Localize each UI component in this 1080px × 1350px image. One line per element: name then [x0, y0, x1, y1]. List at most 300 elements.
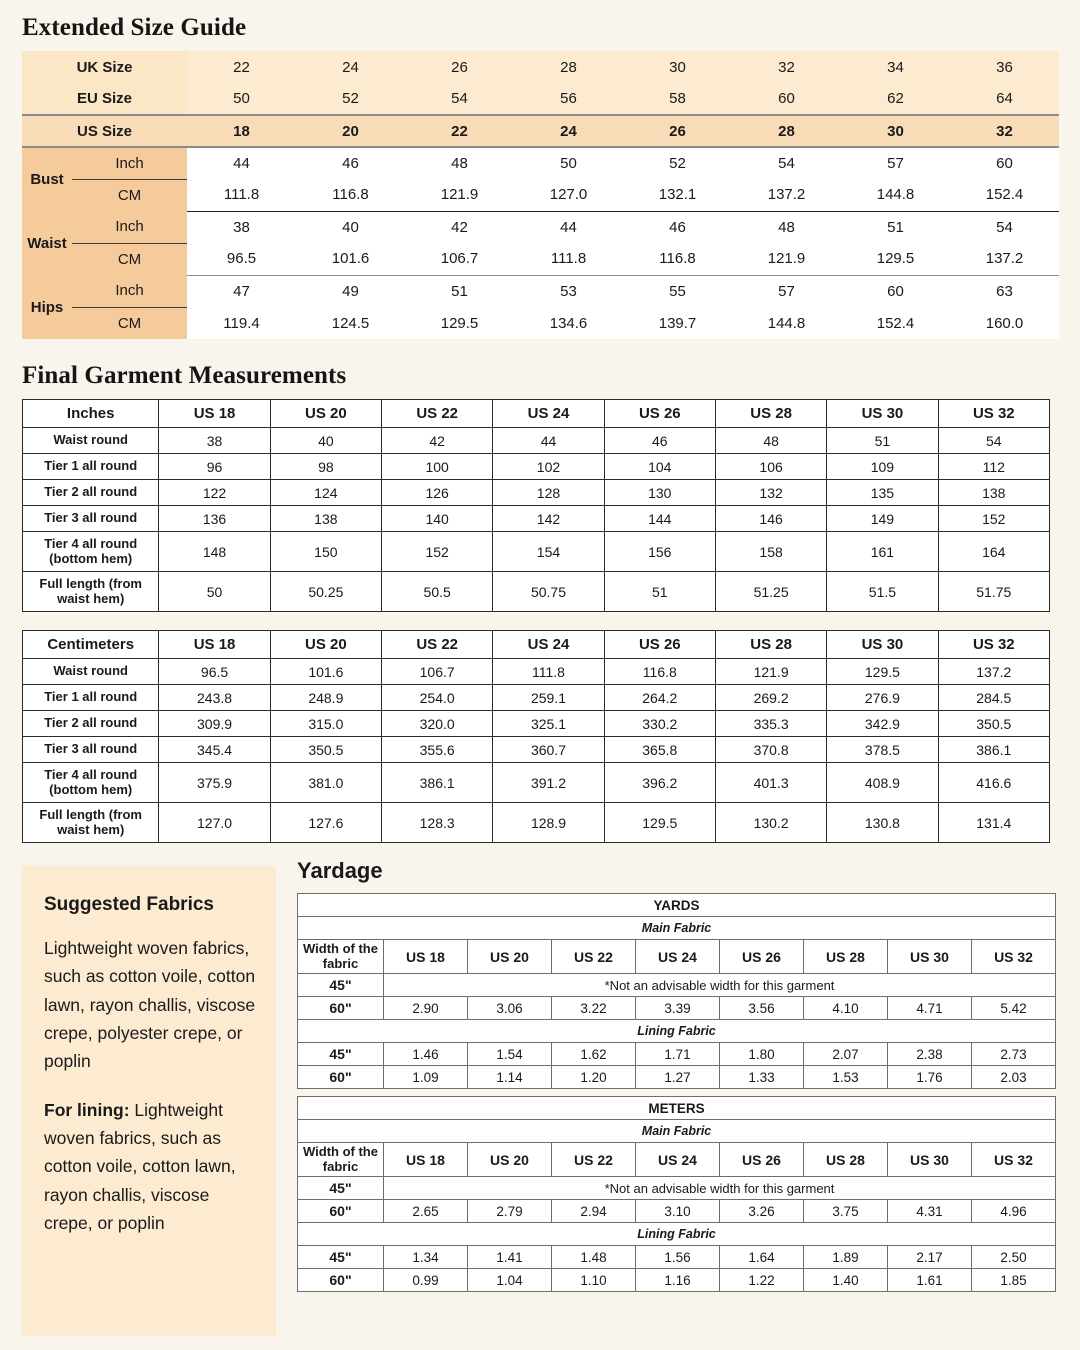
- lining-fabric-label: Lining Fabric: [298, 1223, 1056, 1246]
- cell: 365.8: [604, 737, 715, 763]
- hips-cm-cell: 160.0: [950, 307, 1059, 339]
- waist-inch-cell: 38: [187, 211, 296, 243]
- cell: 416.6: [938, 763, 1049, 803]
- corner-label-centimeters: Centimeters: [23, 631, 159, 659]
- size-header: US 20: [270, 631, 381, 659]
- lining-text: Lightweight woven fabrics, such as cotton voile, cotton lawn, rayon challis, viscose crepe, or poplin: [44, 1099, 236, 1234]
- waist-inch-row: [22, 211, 1059, 243]
- main-fabric-banner-row: [298, 1120, 1056, 1143]
- hips-cm-cell: 124.5: [296, 307, 405, 339]
- cell: 350.5: [938, 711, 1049, 737]
- cell: 38: [159, 428, 270, 454]
- us-size-cell: 18: [187, 115, 296, 147]
- cell: 3.10: [636, 1200, 720, 1223]
- eu-size-cell: 58: [623, 83, 732, 115]
- cell: 146: [715, 506, 826, 532]
- size-header: US 20: [270, 400, 381, 428]
- size-header: US 22: [382, 400, 493, 428]
- cell: 1.53: [804, 1066, 888, 1089]
- cell: 142: [493, 506, 604, 532]
- cell: 243.8: [159, 685, 270, 711]
- cell: 3.75: [804, 1200, 888, 1223]
- eu-size-cell: 60: [732, 83, 841, 115]
- cell: 335.3: [715, 711, 826, 737]
- table-row: [298, 1200, 1056, 1223]
- cell: 48: [715, 428, 826, 454]
- waist-cm-cell: 106.7: [405, 243, 514, 275]
- cell: 320.0: [382, 711, 493, 737]
- cell: 128: [493, 480, 604, 506]
- waist-cm-cell: 116.8: [623, 243, 732, 275]
- unit-banner-row: [298, 894, 1056, 917]
- row-label: Full length (from waist hem): [23, 803, 159, 843]
- table-row: [298, 997, 1056, 1020]
- cell: 137.2: [938, 659, 1049, 685]
- unit-label-inch: Inch: [72, 147, 187, 179]
- cell: 138: [938, 480, 1049, 506]
- cell: 1.22: [720, 1269, 804, 1292]
- cell: 101.6: [270, 659, 381, 685]
- cell: 130: [604, 480, 715, 506]
- cell: 3.39: [636, 997, 720, 1020]
- cell: 138: [270, 506, 381, 532]
- cell: 330.2: [604, 711, 715, 737]
- cell: 161: [827, 532, 938, 572]
- table-row: [298, 1177, 1056, 1200]
- size-header: US 20: [468, 1143, 552, 1177]
- main-fabric-label: Main Fabric: [298, 1120, 1056, 1143]
- cell: 375.9: [159, 763, 270, 803]
- cell: 127.0: [159, 803, 270, 843]
- measure-group-label: Bust: [22, 147, 72, 211]
- hips-inch-cell: 63: [950, 275, 1059, 307]
- hips-inch-cell: 55: [623, 275, 732, 307]
- cell: 129.5: [827, 659, 938, 685]
- table-row: [23, 532, 1050, 572]
- cell: 50.75: [493, 572, 604, 612]
- eu-size-cell: 62: [841, 83, 950, 115]
- cell: 1.76: [888, 1066, 972, 1089]
- main-fabric-banner-row: [298, 917, 1056, 940]
- cell: 164: [938, 532, 1049, 572]
- waist-cm-cell: 96.5: [187, 243, 296, 275]
- lining-label: For lining:: [44, 1099, 130, 1120]
- table-row: [23, 659, 1050, 685]
- table-header-row: [23, 631, 1050, 659]
- eu-size-cell: 50: [187, 83, 296, 115]
- row-label: Waist round: [23, 659, 159, 685]
- yardage-title: Yardage: [297, 858, 383, 883]
- width-label-45: 45": [298, 1043, 384, 1066]
- not-advisable-note: *Not an advisable width for this garment: [384, 974, 1056, 997]
- cell: 1.71: [636, 1043, 720, 1066]
- unit-banner-meters: METERS: [298, 1097, 1056, 1120]
- table-row: [23, 506, 1050, 532]
- cell: 386.1: [382, 763, 493, 803]
- cell: 50.5: [382, 572, 493, 612]
- waist-cm-cell: 111.8: [514, 243, 623, 275]
- cell: 1.46: [384, 1043, 468, 1066]
- cell: 1.10: [552, 1269, 636, 1292]
- eu-size-row: [22, 83, 1059, 115]
- uk-size-row: [22, 51, 1059, 83]
- cell: 1.40: [804, 1269, 888, 1292]
- cell: 129.5: [604, 803, 715, 843]
- cell: 121.9: [715, 659, 826, 685]
- cell: 40: [270, 428, 381, 454]
- us-size-row: [22, 115, 1059, 147]
- hips-cm-cell: 129.5: [405, 307, 514, 339]
- eu-size-cell: 64: [950, 83, 1059, 115]
- unit-banner-yards: YARDS: [298, 894, 1056, 917]
- measure-group-label: Hips: [22, 275, 72, 339]
- uk-size-cell: 26: [405, 51, 514, 83]
- cell: 2.17: [888, 1246, 972, 1269]
- cell: 345.4: [159, 737, 270, 763]
- cell: 269.2: [715, 685, 826, 711]
- size-header: US 22: [552, 1143, 636, 1177]
- yardage-meters-table: [297, 1096, 1056, 1292]
- cell: 1.41: [468, 1246, 552, 1269]
- cell: 144: [604, 506, 715, 532]
- cell: 116.8: [604, 659, 715, 685]
- table-row: [298, 1066, 1056, 1089]
- cell: 1.14: [468, 1066, 552, 1089]
- cell: 4.10: [804, 997, 888, 1020]
- size-header: US 20: [468, 940, 552, 974]
- row-label: Tier 4 all round (bottom hem): [23, 532, 159, 572]
- row-label: Waist round: [23, 428, 159, 454]
- size-header: US 18: [159, 631, 270, 659]
- bust-inch-cell: 46: [296, 147, 405, 179]
- waist-inch-cell: 46: [623, 211, 732, 243]
- table-row: [23, 454, 1050, 480]
- bust-cm-cell: 144.8: [841, 179, 950, 211]
- size-guide-table: [22, 51, 1059, 339]
- size-header: US 24: [493, 631, 604, 659]
- uk-size-cell: 22: [187, 51, 296, 83]
- cell: 2.73: [972, 1043, 1056, 1066]
- page-title: Extended Size Guide: [22, 14, 247, 41]
- cell: 50: [159, 572, 270, 612]
- cell: 5.42: [972, 997, 1056, 1020]
- hips-cm-cell: 152.4: [841, 307, 950, 339]
- cell: 104: [604, 454, 715, 480]
- size-header: US 18: [384, 940, 468, 974]
- row-label: Tier 3 all round: [23, 506, 159, 532]
- cell: 259.1: [493, 685, 604, 711]
- size-header: US 26: [604, 631, 715, 659]
- cell: 51.75: [938, 572, 1049, 612]
- cell: 46: [604, 428, 715, 454]
- waist-cm-cell: 137.2: [950, 243, 1059, 275]
- unit-label-cm: CM: [72, 179, 187, 211]
- cell: 401.3: [715, 763, 826, 803]
- cell: 152: [938, 506, 1049, 532]
- bust-cm-cell: 137.2: [732, 179, 841, 211]
- cell: 154: [493, 532, 604, 572]
- width-label-45: 45": [298, 1246, 384, 1269]
- size-header: US 24: [636, 1143, 720, 1177]
- cell: 124: [270, 480, 381, 506]
- table-row: [298, 974, 1056, 997]
- row-label: Tier 1 all round: [23, 454, 159, 480]
- cell: 1.04: [468, 1269, 552, 1292]
- cell: 2.38: [888, 1043, 972, 1066]
- cell: 111.8: [493, 659, 604, 685]
- cell: 325.1: [493, 711, 604, 737]
- suggested-fabrics-title: Suggested Fabrics: [44, 894, 214, 915]
- hips-cm-row: [22, 307, 1059, 339]
- us-size-cell: 28: [732, 115, 841, 147]
- cell: 126: [382, 480, 493, 506]
- cell: 149: [827, 506, 938, 532]
- cell: 1.89: [804, 1246, 888, 1269]
- table-header-row: [23, 400, 1050, 428]
- cell: 96.5: [159, 659, 270, 685]
- row-label: Tier 2 all round: [23, 711, 159, 737]
- waist-inch-cell: 44: [514, 211, 623, 243]
- not-advisable-note: *Not an advisable width for this garment: [384, 1177, 1056, 1200]
- cell: 2.90: [384, 997, 468, 1020]
- cell: 4.31: [888, 1200, 972, 1223]
- bust-inch-cell: 54: [732, 147, 841, 179]
- lining-fabric-banner-row: [298, 1223, 1056, 1246]
- uk-size-cell: 36: [950, 51, 1059, 83]
- hips-cm-cell: 134.6: [514, 307, 623, 339]
- cell: 51: [604, 572, 715, 612]
- table-row: [23, 763, 1050, 803]
- final-garment-measurements-section: [22, 362, 1056, 843]
- cell: 96: [159, 454, 270, 480]
- eu-size-cell: 52: [296, 83, 405, 115]
- row-label: Tier 1 all round: [23, 685, 159, 711]
- unit-label-cm: CM: [72, 307, 187, 339]
- cell: 44: [493, 428, 604, 454]
- yardage-yards-table: [297, 893, 1056, 1089]
- hips-inch-cell: 60: [841, 275, 950, 307]
- bust-cm-cell: 116.8: [296, 179, 405, 211]
- cell: 2.07: [804, 1043, 888, 1066]
- cell: 2.50: [972, 1246, 1056, 1269]
- bust-cm-cell: 121.9: [405, 179, 514, 211]
- uk-size-cell: 32: [732, 51, 841, 83]
- size-header: US 30: [888, 940, 972, 974]
- cell: 140: [382, 506, 493, 532]
- table-row: [23, 480, 1050, 506]
- cell: 408.9: [827, 763, 938, 803]
- table-row: [23, 711, 1050, 737]
- cell: 136: [159, 506, 270, 532]
- cell: 0.99: [384, 1269, 468, 1292]
- cell: 158: [715, 532, 826, 572]
- size-header: US 26: [720, 1143, 804, 1177]
- cell: 51: [827, 428, 938, 454]
- eu-size-cell: 56: [514, 83, 623, 115]
- bust-inch-cell: 44: [187, 147, 296, 179]
- cell: 54: [938, 428, 1049, 454]
- size-header: US 26: [604, 400, 715, 428]
- cell: 1.09: [384, 1066, 468, 1089]
- cell: 1.34: [384, 1246, 468, 1269]
- cell: 156: [604, 532, 715, 572]
- cell: 1.62: [552, 1043, 636, 1066]
- width-label-60: 60": [298, 1269, 384, 1292]
- hips-inch-cell: 49: [296, 275, 405, 307]
- lining-fabric-banner-row: [298, 1020, 1056, 1043]
- us-size-cell: 24: [514, 115, 623, 147]
- table-row: [23, 572, 1050, 612]
- cell: 51.5: [827, 572, 938, 612]
- cell: 109: [827, 454, 938, 480]
- us-size-label: US Size: [22, 115, 187, 147]
- cell: 106.7: [382, 659, 493, 685]
- waist-cm-row: [22, 243, 1059, 275]
- unit-label-cm: CM: [72, 243, 187, 275]
- size-header: US 30: [827, 400, 938, 428]
- cell: 98: [270, 454, 381, 480]
- cell: 128.3: [382, 803, 493, 843]
- unit-banner-row: [298, 1097, 1056, 1120]
- bust-cm-cell: 127.0: [514, 179, 623, 211]
- table-row: [23, 685, 1050, 711]
- cell: 3.06: [468, 997, 552, 1020]
- cell: 3.56: [720, 997, 804, 1020]
- cell: 102: [493, 454, 604, 480]
- lining-fabric-label: Lining Fabric: [298, 1020, 1056, 1043]
- cell: 50.25: [270, 572, 381, 612]
- cell: 1.48: [552, 1246, 636, 1269]
- cell: 1.20: [552, 1066, 636, 1089]
- uk-size-cell: 34: [841, 51, 950, 83]
- cell: 386.1: [938, 737, 1049, 763]
- size-header: US 22: [382, 631, 493, 659]
- waist-inch-cell: 54: [950, 211, 1059, 243]
- eu-size-cell: 54: [405, 83, 514, 115]
- cell: 254.0: [382, 685, 493, 711]
- bust-inch-cell: 52: [623, 147, 732, 179]
- size-header: US 28: [804, 1143, 888, 1177]
- uk-size-cell: 30: [623, 51, 732, 83]
- cell: 309.9: [159, 711, 270, 737]
- bust-cm-cell: 111.8: [187, 179, 296, 211]
- cell: 131.4: [938, 803, 1049, 843]
- width-label-45: 45": [298, 1177, 384, 1200]
- hips-cm-cell: 144.8: [732, 307, 841, 339]
- us-size-cell: 30: [841, 115, 950, 147]
- us-size-cell: 32: [950, 115, 1059, 147]
- cell: 276.9: [827, 685, 938, 711]
- waist-cm-cell: 129.5: [841, 243, 950, 275]
- cell: 150: [270, 532, 381, 572]
- row-label: Tier 3 all round: [23, 737, 159, 763]
- cell: 128.9: [493, 803, 604, 843]
- cell: 396.2: [604, 763, 715, 803]
- uk-size-label: UK Size: [22, 51, 187, 83]
- cell: 1.64: [720, 1246, 804, 1269]
- cell: 315.0: [270, 711, 381, 737]
- cell: 370.8: [715, 737, 826, 763]
- corner-label-inches: Inches: [23, 400, 159, 428]
- uk-size-cell: 28: [514, 51, 623, 83]
- size-header: US 32: [972, 1143, 1056, 1177]
- cell: 264.2: [604, 685, 715, 711]
- bust-inch-row: [22, 147, 1059, 179]
- size-header: US 18: [159, 400, 270, 428]
- eu-size-label: EU Size: [22, 83, 187, 115]
- size-header: US 22: [552, 940, 636, 974]
- cell: 3.26: [720, 1200, 804, 1223]
- hips-cm-cell: 139.7: [623, 307, 732, 339]
- cell: 350.5: [270, 737, 381, 763]
- cell: 112: [938, 454, 1049, 480]
- us-size-cell: 22: [405, 115, 514, 147]
- width-label-60: 60": [298, 1200, 384, 1223]
- cell: 391.2: [493, 763, 604, 803]
- hips-inch-row: [22, 275, 1059, 307]
- table-row: [23, 428, 1050, 454]
- width-label-60: 60": [298, 997, 384, 1020]
- table-header-row: [298, 940, 1056, 974]
- cell: 1.61: [888, 1269, 972, 1292]
- bust-inch-cell: 60: [950, 147, 1059, 179]
- waist-inch-cell: 42: [405, 211, 514, 243]
- waist-cm-cell: 101.6: [296, 243, 405, 275]
- hips-inch-cell: 47: [187, 275, 296, 307]
- cell: 2.79: [468, 1200, 552, 1223]
- cell: 100: [382, 454, 493, 480]
- table-row: [298, 1246, 1056, 1269]
- cell: 148: [159, 532, 270, 572]
- unit-label-inch: Inch: [72, 211, 187, 243]
- size-header: US 32: [938, 400, 1049, 428]
- final-garment-centimeters-table: [22, 630, 1050, 843]
- cell: 127.6: [270, 803, 381, 843]
- cell: 1.85: [972, 1269, 1056, 1292]
- cell: 1.16: [636, 1269, 720, 1292]
- cell: 248.9: [270, 685, 381, 711]
- cell: 1.56: [636, 1246, 720, 1269]
- suggested-fabrics-main-text: Lightweight woven fabrics, such as cotton voile, cotton lawn, rayon challis, viscose crepe, polyester crepe, or poplin: [44, 938, 256, 1072]
- cell: 152: [382, 532, 493, 572]
- hips-inch-cell: 57: [732, 275, 841, 307]
- size-header: US 28: [715, 631, 826, 659]
- hips-cm-cell: 119.4: [187, 307, 296, 339]
- suggested-fabrics-lining-paragraph: [44, 1096, 256, 1238]
- table-header-row: [298, 1143, 1056, 1177]
- cell: 132: [715, 480, 826, 506]
- cell: 130.2: [715, 803, 826, 843]
- cell: 381.0: [270, 763, 381, 803]
- section-title-final-garment: Final Garment Measurements: [22, 362, 347, 389]
- waist-inch-cell: 51: [841, 211, 950, 243]
- table-row: [23, 803, 1050, 843]
- hips-inch-cell: 53: [514, 275, 623, 307]
- size-header: US 28: [804, 940, 888, 974]
- cell: 1.54: [468, 1043, 552, 1066]
- cell: 360.7: [493, 737, 604, 763]
- size-header: US 24: [493, 400, 604, 428]
- cell: 130.8: [827, 803, 938, 843]
- width-of-fabric-label: Width of the fabric: [298, 1143, 384, 1177]
- size-header: US 30: [827, 631, 938, 659]
- width-of-fabric-label: Width of the fabric: [298, 940, 384, 974]
- cell: 4.71: [888, 997, 972, 1020]
- size-header: US 24: [636, 940, 720, 974]
- cell: 342.9: [827, 711, 938, 737]
- cell: 4.96: [972, 1200, 1056, 1223]
- size-guide-body: [22, 51, 1059, 339]
